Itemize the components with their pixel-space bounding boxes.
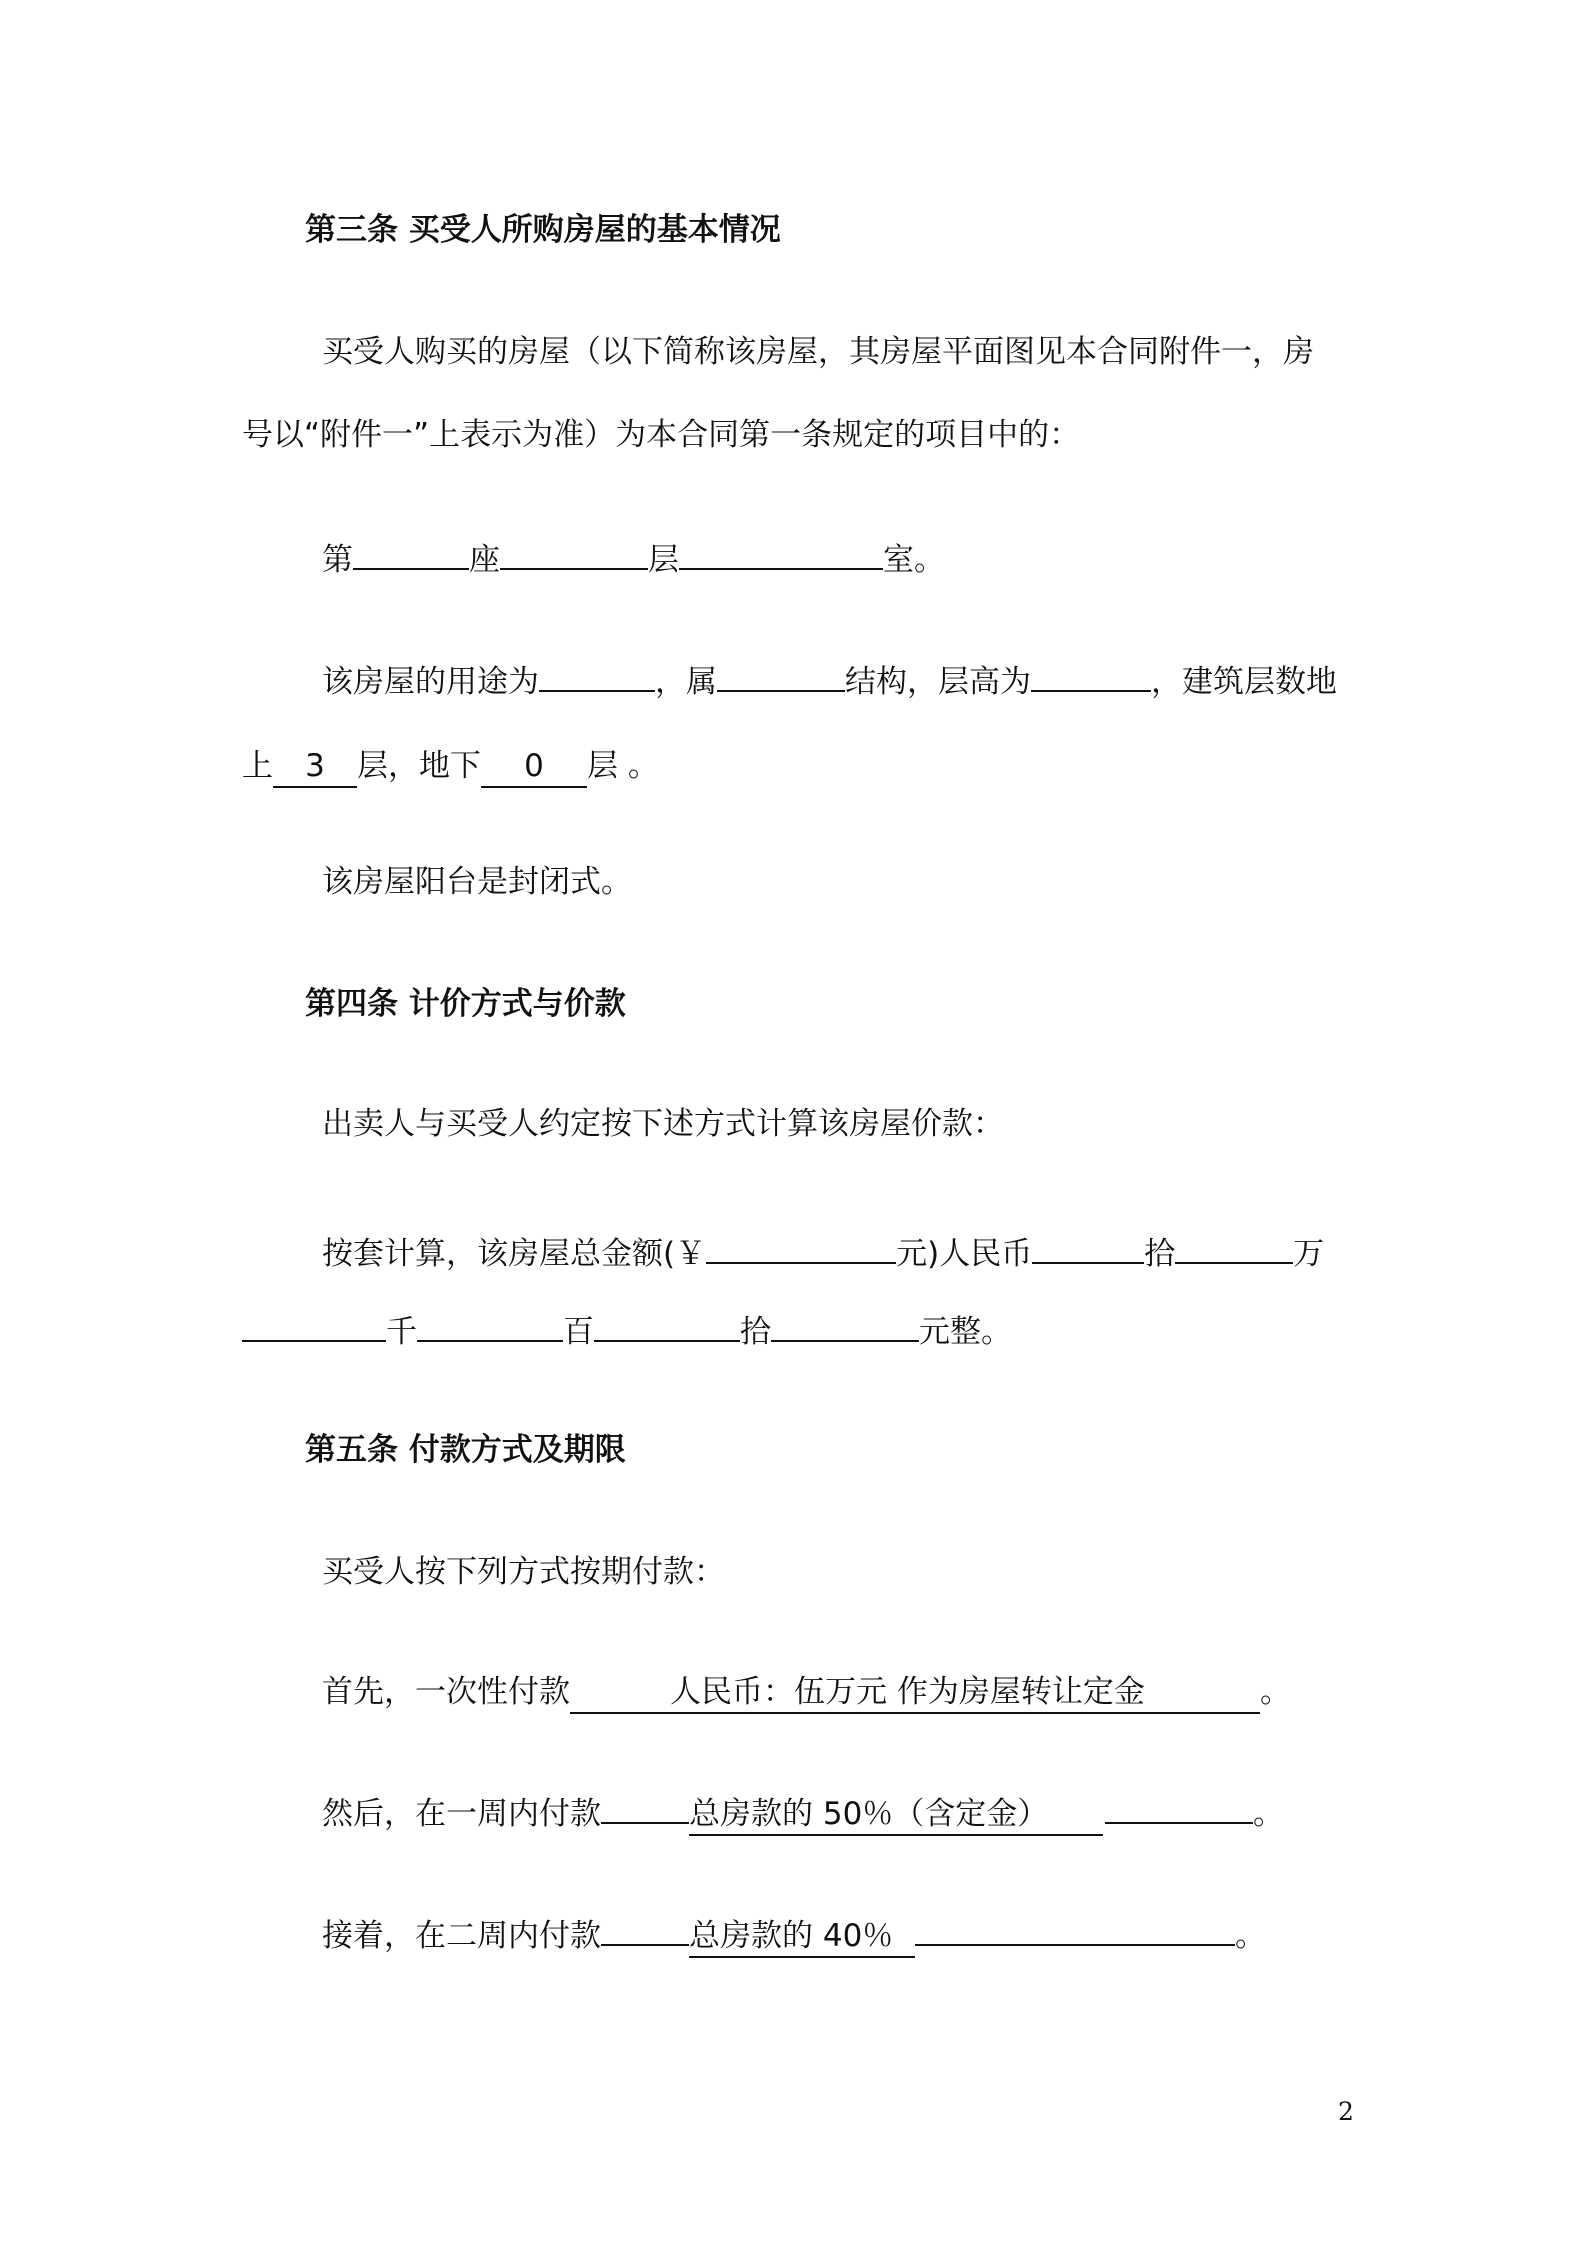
floors-label-3: 层 。 [587,748,659,784]
room-blank[interactable] [679,538,883,570]
price-line-1 [322,1232,1324,1274]
price-label-3: 拾 [1144,1236,1176,1272]
article5-heading: 第五条 付款方式及期限 [305,1432,626,1468]
price-label-5: 千 [386,1314,417,1350]
ten-wan-blank[interactable] [1032,1232,1144,1264]
payment2-value[interactable]: 总房款的 50％（含定金） [689,1794,1103,1836]
payment-line-3 [322,1914,1266,1958]
floor-blank[interactable] [500,538,648,570]
payment3-lead-blank[interactable] [601,1914,689,1946]
price-label-8: 元整。 [919,1314,1012,1350]
payment1-value[interactable] [570,1672,1260,1714]
payment3-label: 接着，在二周内付款 [322,1918,601,1954]
payment2-label: 然后，在一周内付款 [322,1796,601,1832]
floors-line [242,746,659,788]
usage-line [322,660,1337,702]
room-number-line [322,538,945,580]
total-amount-blank[interactable] [706,1232,896,1264]
article4-paragraph: 出卖人与买受人约定按下述方式计算该房屋价款： [322,1106,1004,1142]
price-label-6: 百 [563,1314,594,1350]
structure-blank[interactable] [717,660,845,692]
usage-label-2: ，属 [655,664,717,700]
usage-label-3: 结构，层高为 [845,664,1031,700]
usage-blank[interactable] [539,660,655,692]
qian-blank[interactable] [242,1310,386,1342]
article5-paragraph: 买受人按下列方式按期付款： [322,1554,725,1590]
room-label-2: 座 [469,542,500,578]
wan-blank[interactable] [1175,1232,1293,1264]
price-label-7: 拾 [740,1314,771,1350]
payment1-text: 人民币：伍万元 作为房屋转让定金 [670,1674,1145,1710]
payment1-label: 首先，一次性付款 [322,1674,570,1710]
page-number: 2 [1338,2097,1354,2126]
floors-below-value[interactable]: 0 [481,746,587,788]
price-label-1: 按套计算，该房屋总金额(￥ [322,1236,707,1272]
price-label-4: 万 [1293,1236,1325,1272]
price-label-2: 元)人民币 [896,1236,1033,1272]
article3-heading: 第三条 买受人所购房屋的基本情况 [305,212,781,248]
payment3-trail-blank[interactable] [915,1914,1235,1946]
payment-line-2 [322,1792,1284,1836]
payment1-end: 。 [1260,1674,1291,1710]
payment3-end: 。 [1235,1918,1266,1954]
payment2-trail-blank[interactable] [1105,1792,1253,1824]
room-label-3: 层 [648,542,679,578]
price-line-2 [242,1310,1012,1352]
payment2-lead-blank[interactable] [601,1792,689,1824]
article4-heading: 第四条 计价方式与价款 [305,986,626,1022]
article3-paragraph-line1: 买受人购买的房屋（以下简称该房屋，其房屋平面图见本合同附件一，房 [322,334,1314,370]
payment-line-1 [322,1672,1291,1714]
usage-label-4: ，建筑层数地 [1151,664,1337,700]
usage-label-1: 该房屋的用途为 [322,664,539,700]
balcony-line: 该房屋阳台是封闭式。 [322,864,632,900]
shi-blank[interactable] [594,1310,740,1342]
building-blank[interactable] [353,538,469,570]
article3-paragraph-line2: 号以“附件一”上表示为准）为本合同第一条规定的项目中的： [242,417,1081,453]
floors-label-1: 上 [242,748,273,784]
floors-label-2: 层，地下 [357,748,481,784]
bai-blank[interactable] [417,1310,563,1342]
room-label-4: 室。 [883,542,945,578]
payment3-value[interactable]: 总房款的 40％ [689,1916,915,1958]
height-blank[interactable] [1031,660,1151,692]
room-label-1: 第 [322,542,353,578]
yuan-blank[interactable] [771,1310,919,1342]
payment2-end: 。 [1253,1796,1284,1832]
floors-above-value[interactable]: 3 [273,746,357,788]
